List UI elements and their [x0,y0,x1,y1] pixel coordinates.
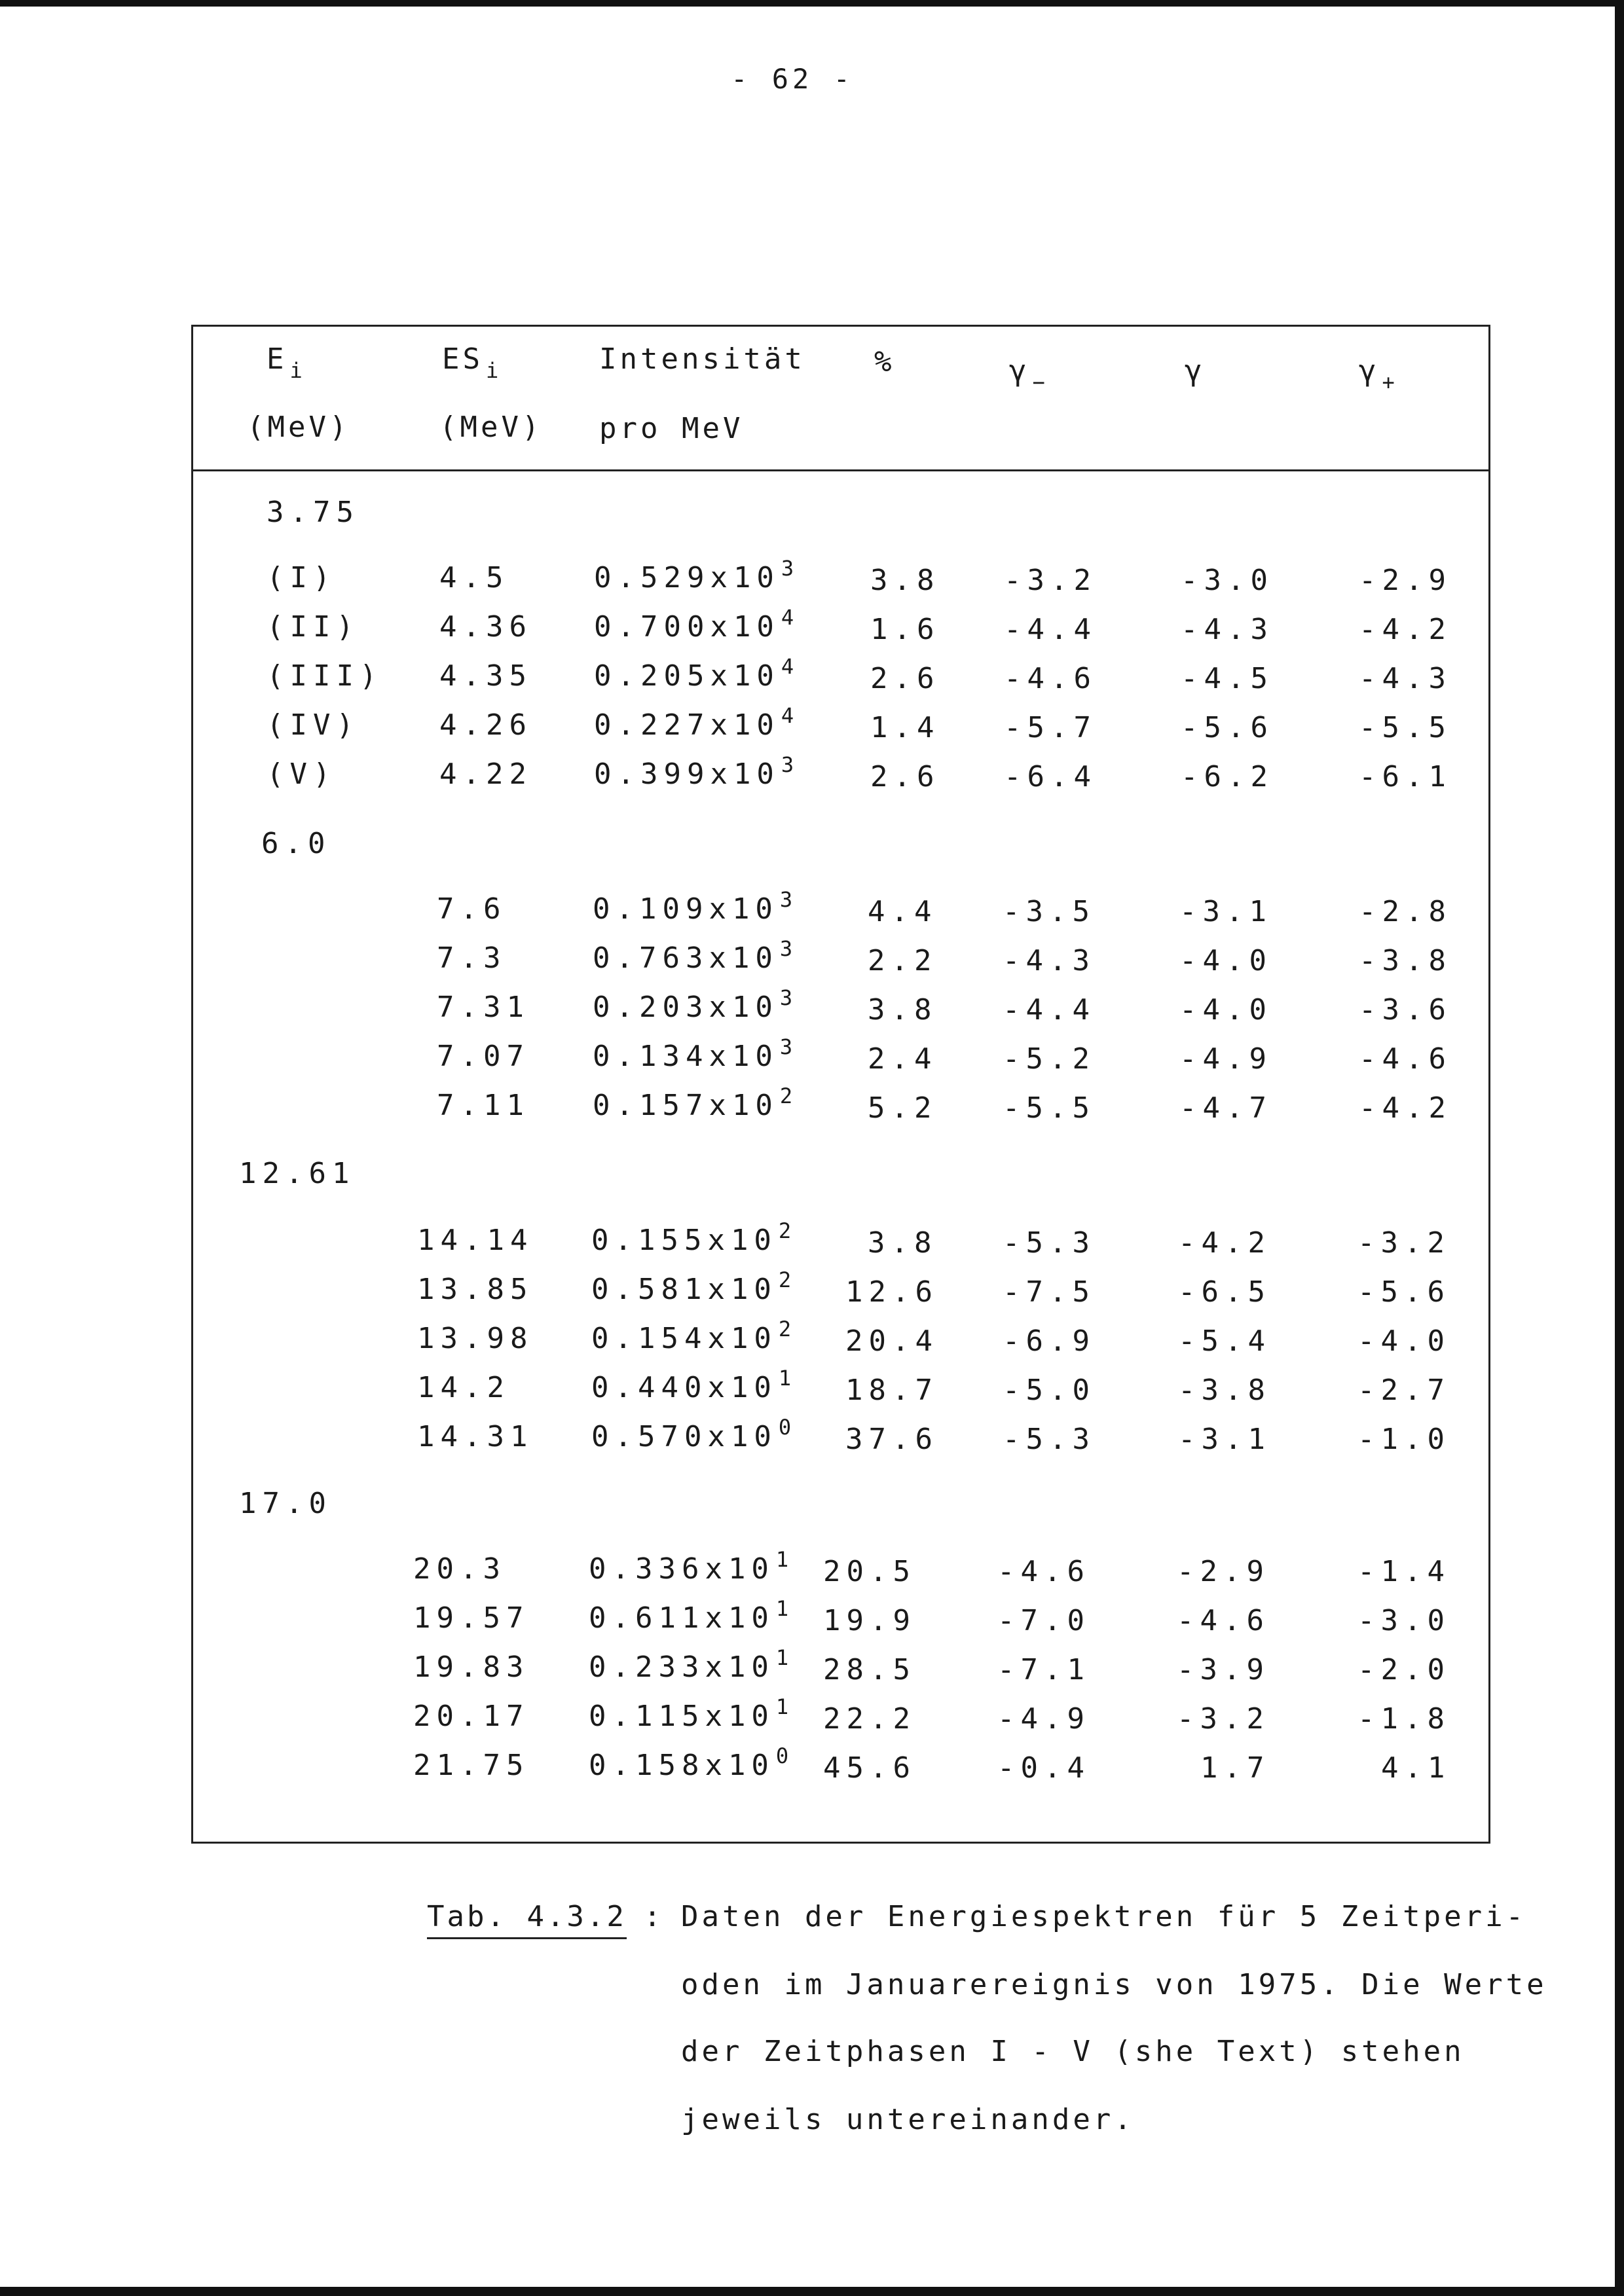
gamma-value: -4.6 [1177,1604,1270,1637]
intensity-exponent: 1 [775,1645,789,1670]
gamma-plus-value: 4.1 [1381,1751,1451,1785]
percent-value: 22.2 [823,1702,916,1736]
gamma-plus-value: -5.5 [1359,711,1452,744]
esi-value: 4.5 [439,561,509,594]
esi-value: 20.3 [413,1552,506,1586]
header-esi: ES $_i$ [442,342,499,383]
intensity-exponent: 0 [778,1415,792,1440]
period-label: (III) [267,659,383,693]
period-label: (I) [267,561,337,594]
intensity-exponent: 1 [775,1547,789,1572]
gamma-plus-value: -2.8 [1359,895,1452,928]
caption-line: Daten der Energiespektren für 5 Zeitperi- [681,1900,1527,1933]
intensity-value: $0.570x10^0$ [591,1415,792,1453]
intensity-value: $0.227x10^4$ [594,703,794,742]
intensity-exponent: 3 [779,887,793,912]
gamma-value: -4.5 [1181,662,1274,695]
data-table [191,325,1490,1844]
gamma-minus-value: -5.3 [1003,1423,1096,1456]
caption-line: oden im Januarereignis von 1975. Die Werte [681,1968,1547,2001]
group-energy-ei: 6.0 [261,827,331,860]
gamma-plus-value: -3.0 [1357,1604,1450,1637]
gamma-minus-value: -3.5 [1003,895,1096,928]
intensity-value: $0.529x10^3$ [594,556,794,594]
intensity-value: $0.155x10^2$ [591,1218,792,1257]
gamma-minus-value: -4.3 [1003,944,1096,977]
intensity-exponent: 2 [778,1218,792,1243]
intensity-exponent: 2 [779,1084,793,1108]
gamma-minus-value: -4.4 [1004,613,1097,646]
gamma-plus-value: -4.6 [1359,1042,1452,1076]
percent-value: 37.6 [845,1423,938,1456]
gamma-minus-value: -4.9 [997,1702,1090,1736]
header-percent: % [874,345,895,378]
intensity-exponent: 3 [779,1034,793,1059]
gamma-plus-value: -4.0 [1357,1324,1450,1358]
gamma-plus-value: -3.2 [1357,1226,1450,1260]
percent-value: 2.2 [868,944,938,977]
intensity-exponent: 3 [781,752,794,777]
esi-value: 7.6 [437,892,507,926]
gamma-minus-value: -0.4 [997,1751,1090,1785]
gamma-value: -4.0 [1179,944,1272,977]
intensity-value: $0.115x10^1$ [589,1694,789,1733]
gamma-value: -4.3 [1181,613,1274,646]
percent-value: 18.7 [845,1374,938,1407]
esi-value: 4.22 [439,757,532,791]
header-ei: E $_i$ [267,342,303,383]
esi-value: 19.83 [413,1650,530,1684]
header-intensity-unit: pro MeV [599,412,744,445]
percent-value: 1.6 [870,613,940,646]
gamma-minus-value: -7.0 [997,1604,1090,1637]
gamma-plus-value: -6.1 [1359,760,1452,793]
gamma-plus-value: -1.4 [1357,1555,1450,1588]
percent-value: 20.4 [845,1324,938,1358]
intensity-exponent: 4 [781,703,794,728]
gamma-value: 1.7 [1200,1751,1270,1785]
gamma-plus-value: -4.2 [1359,1091,1452,1125]
percent-value: 45.6 [823,1751,916,1785]
gamma-minus-value: -7.1 [997,1653,1090,1686]
gamma-minus-value: -6.9 [1003,1324,1096,1358]
caption-line: jeweils untereinander. [681,2103,1135,2136]
esi-value: 14.31 [417,1420,534,1453]
intensity-exponent: 3 [779,936,793,961]
header-gamma-minus: γ $_-$ [1009,354,1045,395]
gamma-minus-value: -5.7 [1004,711,1097,744]
gamma-minus-value: -4.6 [997,1555,1090,1588]
percent-value: 2.6 [870,760,940,793]
percent-value: 3.8 [870,564,940,597]
gamma-minus-value: -3.2 [1004,564,1097,597]
intensity-value: $0.203x10^3$ [593,985,793,1024]
gamma-plus-value: -4.3 [1359,662,1452,695]
gamma-plus-value: -1.8 [1357,1702,1450,1736]
intensity-value: $0.109x10^3$ [593,887,793,926]
group-energy-ei: 3.75 [267,496,360,529]
gamma-value: -3.2 [1177,1702,1270,1736]
gamma-value: -3.1 [1179,895,1272,928]
gamma-plus-value: -2.7 [1357,1374,1450,1407]
header-divider [193,469,1488,471]
intensity-value: $0.611x10^1$ [589,1596,789,1635]
gamma-minus-value: -4.4 [1003,993,1096,1027]
intensity-value: $0.157x10^2$ [593,1084,793,1122]
intensity-exponent: 2 [778,1267,792,1292]
intensity-exponent: 3 [781,556,794,581]
period-label: (II) [267,610,360,644]
gamma-plus-value: -3.6 [1359,993,1452,1027]
percent-value: 28.5 [823,1653,916,1686]
percent-value: 19.9 [823,1604,916,1637]
percent-value: 3.8 [868,993,938,1027]
caption-line: der Zeitphasen I - V (she Text) stehen [681,2035,1465,2068]
gamma-plus-value: -4.2 [1359,613,1452,646]
esi-value: 4.36 [439,610,532,644]
esi-value: 7.3 [437,941,507,975]
intensity-value: $0.134x10^3$ [593,1034,793,1073]
intensity-exponent: 2 [778,1317,792,1341]
group-energy-ei: 17.0 [239,1487,332,1520]
esi-value: 4.35 [439,659,532,693]
percent-value: 2.4 [868,1042,938,1076]
intensity-value: $0.581x10^2$ [591,1267,792,1306]
esi-value: 20.17 [413,1700,530,1733]
esi-value: 7.07 [437,1040,530,1073]
intensity-value: $0.336x10^1$ [589,1547,789,1586]
percent-value: 1.4 [870,711,940,744]
gamma-value: -4.9 [1179,1042,1272,1076]
gamma-value: -4.2 [1178,1226,1271,1260]
gamma-value: -6.2 [1181,760,1274,793]
period-label: (V) [267,757,337,791]
period-label: (IV) [267,708,360,742]
esi-value: 14.14 [417,1224,534,1257]
gamma-plus-value: -3.8 [1359,944,1452,977]
intensity-value: $0.154x10^2$ [591,1317,792,1355]
gamma-plus-value: -5.6 [1357,1275,1450,1309]
header-gamma: γ [1185,354,1206,388]
gamma-minus-value: -5.3 [1003,1226,1096,1260]
intensity-exponent: 3 [779,985,793,1010]
gamma-value: -3.1 [1178,1423,1271,1456]
intensity-value: $0.205x10^4$ [594,654,794,693]
intensity-exponent: 1 [775,1694,789,1719]
gamma-plus-value: -1.0 [1357,1423,1450,1456]
gamma-value: -5.4 [1178,1324,1271,1358]
gamma-value: -4.7 [1179,1091,1272,1125]
header-intensity: Intensität [599,342,805,376]
header-esi-unit: (MeV) [439,410,543,444]
intensity-value: $0.158x10^0$ [589,1743,789,1782]
gamma-value: -4.0 [1179,993,1272,1027]
esi-value: 13.98 [417,1322,534,1355]
percent-value: 12.6 [845,1275,938,1309]
esi-value: 13.85 [417,1273,534,1306]
intensity-value: $0.763x10^3$ [593,936,793,975]
percent-value: 4.4 [868,895,938,928]
caption-label: Tab. 4.3.2 : [427,1903,663,1931]
esi-value: 7.31 [437,991,530,1024]
esi-value: 19.57 [413,1601,530,1635]
percent-value: 3.8 [868,1226,938,1260]
gamma-minus-value: -7.5 [1003,1275,1096,1309]
esi-value: 14.2 [417,1371,510,1404]
gamma-minus-value: -5.0 [1003,1374,1096,1407]
percent-value: 5.2 [868,1091,938,1125]
intensity-exponent: 1 [778,1366,792,1391]
percent-value: 2.6 [870,662,940,695]
gamma-plus-value: -2.9 [1359,564,1452,597]
intensity-value: $0.233x10^1$ [589,1645,789,1684]
header-ei-unit: (MeV) [247,410,350,444]
intensity-exponent: 4 [781,654,794,679]
gamma-minus-value: -5.5 [1003,1091,1096,1125]
gamma-plus-value: -2.0 [1357,1653,1450,1686]
gamma-value: -6.5 [1178,1275,1271,1309]
esi-value: 7.11 [437,1089,530,1122]
esi-value: 21.75 [413,1749,530,1782]
intensity-value: $0.440x10^1$ [591,1366,792,1404]
percent-value: 20.5 [823,1555,916,1588]
esi-value: 4.26 [439,708,532,742]
page-number: - 62 - [731,63,854,95]
gamma-minus-value: -4.6 [1004,662,1097,695]
gamma-minus-value: -6.4 [1004,760,1097,793]
intensity-value: $0.399x10^3$ [594,752,794,791]
intensity-exponent: 1 [775,1596,789,1621]
gamma-value: -3.0 [1181,564,1274,597]
gamma-minus-value: -5.2 [1003,1042,1096,1076]
header-gamma-plus: γ $_+$ [1359,354,1395,395]
gamma-value: -3.8 [1178,1374,1271,1407]
intensity-exponent: 4 [781,605,794,630]
gamma-value: -5.6 [1181,711,1274,744]
intensity-value: $0.700x10^4$ [594,605,794,644]
intensity-exponent: 0 [775,1743,789,1768]
gamma-value: -3.9 [1177,1653,1270,1686]
gamma-value: -2.9 [1177,1555,1270,1588]
group-energy-ei: 12.61 [239,1157,356,1190]
